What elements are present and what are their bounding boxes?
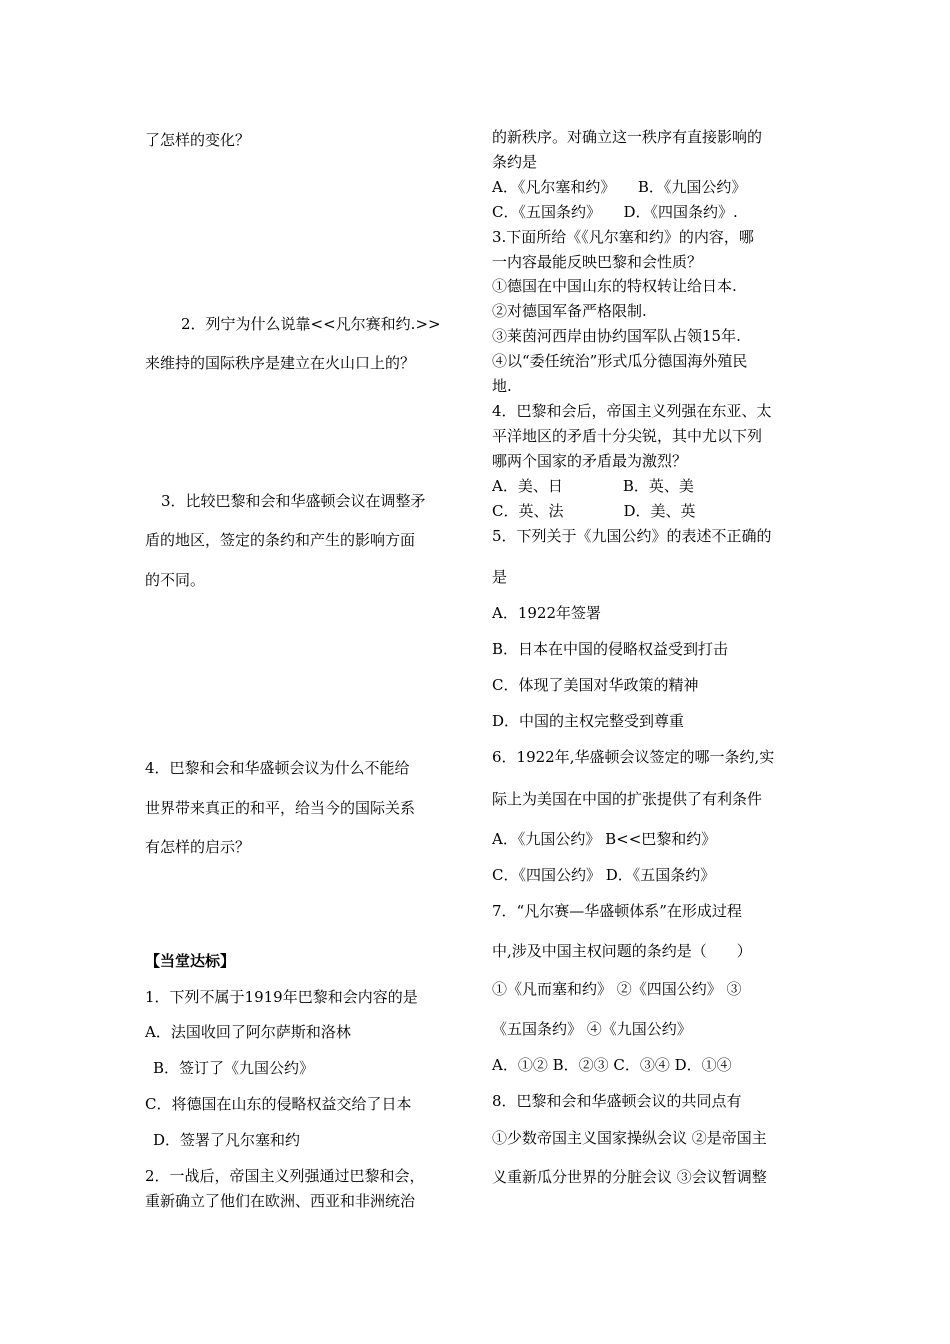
e8-line3: 义重新瓜分世界的分脏会议 ③会议暂调整 [492, 1168, 767, 1186]
q4-line2: 世界带来真正的和平，给当今的国际关系 [145, 799, 416, 817]
e4-options-cd: C．英、法 D．美、英 [492, 502, 696, 520]
q4-line3: 有怎样的启示？ [145, 838, 251, 856]
q2-line1: 2．列宁为什么说靠<<凡尔赛和约.>> [181, 315, 441, 333]
q3-line3: 的不同。 [145, 571, 206, 589]
e3-option-3: ③莱茵河西岸由协约国军队占领15年. [492, 327, 741, 345]
e4-options-ab: A．美、日 B．英、美 [492, 477, 694, 495]
e1-option-a: A．法国收回了阿尔萨斯和洛林 [145, 1023, 351, 1041]
e6-options-ab: A．《九国公约》 B<<巴黎和约》 [492, 830, 717, 848]
e1-option-b: B．签订了《九国公约》 [153, 1059, 315, 1077]
e5-line1: 5．下列关于《九国公约》的表述不正确的 [492, 527, 772, 545]
e5-option-d: D．中国的主权完整受到尊重 [492, 712, 685, 730]
q1-tail: 了怎样的变化？ [145, 131, 251, 149]
e3-option-4a: ④以“委任统治”形式瓜分德国海外殖民 [492, 352, 748, 370]
e7-options: A．①② B．②③ C．③④ D．①④ [492, 1056, 732, 1074]
e6-line1: 6．1922年,华盛顿会议签定的哪一条约,实 [492, 748, 775, 766]
e7-line3: ①《凡而塞和约》 ②《四国公约》 ③ [492, 980, 742, 998]
q3-line2: 盾的地区，签定的条约和产生的影响方面 [145, 531, 416, 549]
e5-line2: 是 [492, 568, 508, 586]
e3-option-4b: 地. [492, 377, 512, 395]
e7-line1: 7．“凡尔赛—华盛顿体系”在形成过程 [492, 902, 742, 920]
e4-line1: 4．巴黎和会后，帝国主义列强在东亚、太 [492, 402, 772, 420]
e3-line2: 一内容最能反映巴黎和会性质？ [492, 253, 703, 271]
e2-line2: 重新确立了他们在欧洲、西亚和非洲统治 [145, 1192, 416, 1210]
e7-line4: 《五国条约》 ④《九国公约》 [492, 1020, 692, 1038]
e5-option-a: A．1922年签署 [492, 604, 602, 622]
e5-option-b: B．日本在中国的侵略权益受到打击 [492, 640, 729, 658]
e2-line3: 的新秩序。对确立这一秩序有直接影响的 [492, 128, 763, 146]
e1-option-d: D．签署了凡尔塞和约 [153, 1131, 301, 1149]
e3-option-1: ①德国在中国山东的特权转让给日本. [492, 277, 737, 295]
e8-line1: 8．巴黎和会和华盛顿会议的共同点有 [492, 1092, 742, 1110]
e3-line1: 3.下面所给《《凡尔塞和约》的内容，哪 [492, 228, 754, 246]
e2-options-cd: C．《五国条约》 D．《四国条约》. [492, 203, 738, 221]
e1-option-c: C．将德国在山东的侵略权益交给了日本 [145, 1095, 412, 1113]
e5-option-c: C．体现了美国对华政策的精神 [492, 676, 699, 694]
e7-line2: 中,涉及中国主权问题的条约是（ ） [492, 942, 752, 960]
q4-line1: 4．巴黎和会和华盛顿会议为什么不能给 [145, 759, 410, 777]
e2-line1: 2．一战后，帝国主义列强通过巴黎和会， [145, 1167, 425, 1185]
e3-option-2: ②对德国军备严格限制. [492, 302, 647, 320]
q3-line1: 3．比较巴黎和会和华盛顿会议在调整矛 [161, 492, 426, 510]
e4-line2: 平洋地区的矛盾十分尖锐，其中尤以下列 [492, 427, 763, 445]
e4-line3: 哪两个国家的矛盾最为激烈？ [492, 452, 688, 470]
q2-line2: 来维持的国际秩序是建立在火山口上的？ [145, 354, 416, 372]
e1-stem: 1．下列不属于1919年巴黎和会内容的是 [145, 988, 418, 1006]
e6-options-cd: C．《四国公约》 D．《五国条约》 [492, 866, 716, 884]
e2-line4: 条约是 [492, 153, 538, 171]
section-title: 【当堂达标】 [145, 952, 236, 970]
e8-line2: ①少数帝国主义国家操纵会议 ②是帝国主 [492, 1129, 767, 1147]
e6-line2: 际上为美国在中国的扩张提供了有利条件 [492, 790, 763, 808]
e2-options-ab: A．《凡尔塞和约》 B．《九国公约》 [492, 178, 747, 196]
